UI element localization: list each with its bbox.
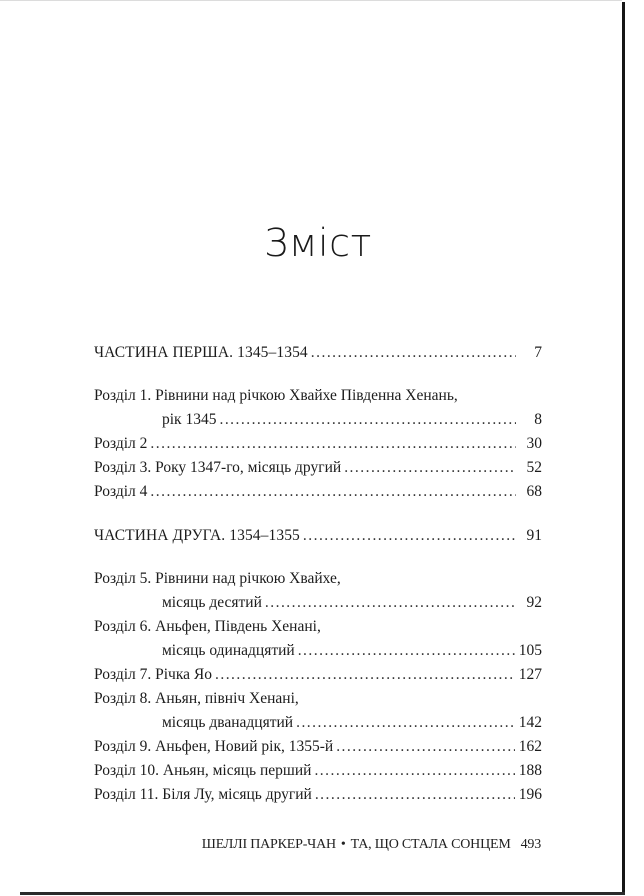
spacer — [94, 365, 542, 384]
spacer — [94, 504, 542, 524]
page-number: 8 — [534, 411, 542, 428]
spacer — [94, 548, 542, 567]
dot-leader — [336, 735, 515, 759]
toc-chapter-5[interactable] — [94, 567, 542, 591]
toc-chapter-6-cont[interactable] — [94, 639, 542, 663]
toc-chapter-10[interactable] — [94, 759, 542, 783]
dot-leader — [215, 663, 515, 687]
dot-leader — [219, 408, 516, 432]
page-edge-shadow-right — [622, 2, 625, 895]
toc-chapter-4[interactable] — [94, 480, 542, 504]
dot-leader — [296, 711, 515, 735]
toc-chapter-1-cont[interactable] — [94, 408, 542, 432]
dot-leader — [265, 591, 516, 615]
chapter-label: Розділ 6. Аньфен, Південь Хенані, — [94, 618, 321, 635]
page-number: 52 — [526, 459, 542, 476]
footer-book-title: ТА, ЩО СТАЛА СОНЦЕМ — [350, 837, 511, 852]
page-number: 196 — [518, 786, 542, 803]
page-number: 30 — [526, 435, 542, 452]
toc-chapter-9[interactable] — [94, 735, 542, 759]
chapter-label: Розділ 10. Аньян, місяць перший — [94, 762, 312, 779]
page-title: Зміст — [264, 221, 372, 265]
chapter-label-continuation: місяць дванадцятий — [162, 714, 294, 731]
toc-chapter-3[interactable] — [94, 456, 542, 480]
dot-leader — [314, 759, 514, 783]
chapter-label-continuation: місяць одинадцятий — [162, 642, 295, 659]
page-number: 68 — [526, 483, 542, 500]
dot-leader — [303, 524, 516, 548]
dot-leader — [150, 432, 516, 456]
dot-leader — [315, 783, 515, 807]
page-number: 105 — [518, 642, 542, 659]
running-footer — [202, 837, 541, 853]
page-number: 162 — [518, 738, 542, 755]
toc-chapter-7[interactable] — [94, 663, 542, 687]
page-edge-shadow-bottom — [20, 892, 625, 895]
chapter-label-continuation: місяць десятий — [162, 594, 262, 611]
part-label: ЧАСТИНА ПЕРША. 1345–1354 — [94, 344, 308, 361]
chapter-label: Розділ 11. Біля Лу, місяць другий — [94, 786, 312, 803]
chapter-label: Розділ 1. Рівнини над річкою Хвайхе Південна Хенань, — [94, 387, 458, 404]
page-number: 127 — [518, 666, 542, 683]
chapter-label: Розділ 8. Аньян, північ Хенані, — [94, 690, 299, 707]
toc-part-1[interactable] — [94, 341, 542, 365]
chapter-label: Розділ 9. Аньфен, Новий рік, 1355-й — [94, 738, 334, 755]
toc-chapter-6[interactable] — [94, 615, 542, 639]
toc-chapter-5-cont[interactable] — [94, 591, 542, 615]
dot-leader — [311, 341, 516, 365]
page-number: 92 — [526, 594, 542, 611]
bullet-separator-icon: • — [340, 837, 346, 852]
toc-chapter-11[interactable] — [94, 783, 542, 807]
toc-chapter-2[interactable] — [94, 432, 542, 456]
page-number: 7 — [534, 344, 542, 361]
toc-chapter-8-cont[interactable] — [94, 711, 542, 735]
dot-leader — [150, 480, 516, 504]
toc-part-2[interactable] — [94, 524, 542, 548]
toc-chapter-1[interactable] — [94, 384, 542, 408]
chapter-label: Розділ 5. Рівнини над річкою Хвайхе, — [94, 570, 341, 587]
page-number: 91 — [526, 527, 542, 544]
dot-leader — [344, 456, 516, 480]
table-of-contents — [94, 341, 542, 807]
chapter-label: Розділ 4 — [94, 483, 148, 500]
folio-page-number: 493 — [520, 837, 541, 852]
page-number: 188 — [518, 762, 542, 779]
part-label: ЧАСТИНА ДРУГА. 1354–1355 — [94, 527, 300, 544]
chapter-label: Розділ 2 — [94, 435, 148, 452]
chapter-label: Розділ 3. Року 1347-го, місяць другий — [94, 459, 342, 476]
chapter-label-continuation: рік 1345 — [162, 411, 217, 428]
toc-chapter-8[interactable] — [94, 687, 542, 711]
dot-leader — [298, 639, 515, 663]
footer-author: ШЕЛЛІ ПАРКЕР-ЧАН — [201, 837, 336, 852]
page-number: 142 — [518, 714, 542, 731]
chapter-label: Розділ 7. Річка Яо — [94, 666, 212, 683]
